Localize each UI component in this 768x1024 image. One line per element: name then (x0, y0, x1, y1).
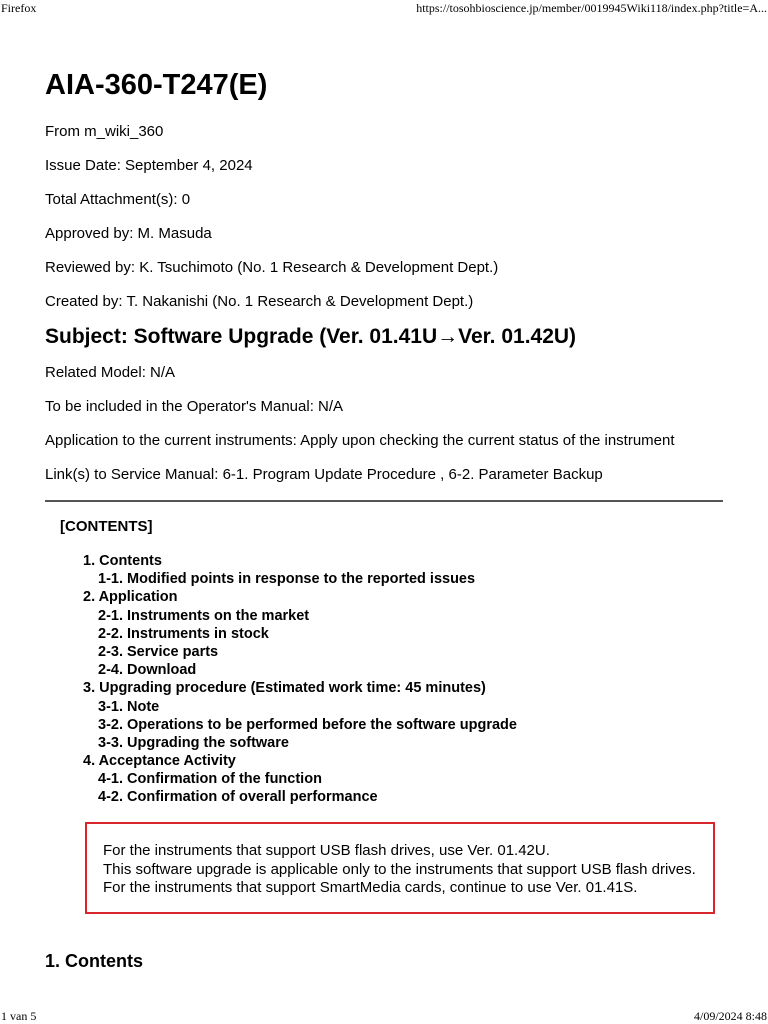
meta-issue-date: Issue Date: September 4, 2024 (45, 157, 253, 174)
toc-item[interactable]: 1-1. Modified points in response to the reported issues (98, 571, 476, 588)
section-heading-contents: 1. Contents (45, 951, 144, 971)
meta-reviewed-by: Reviewed by: K. Tsuchimoto (No. 1 Research & Development Dept.) (45, 259, 499, 276)
toc-title: [CONTENTS] (60, 518, 153, 535)
toc-item[interactable]: 3. Upgrading procedure (Estimated work time: 45 minutes) (83, 680, 486, 697)
toc-item[interactable]: 1. Contents (83, 553, 162, 569)
print-footer (0, 1008, 768, 1024)
notice-line: For the instruments that support SmartMedia cards, continue to use Ver. 01.41S. (103, 879, 638, 896)
print-timestamp: 4/09/2024 8:48 (693, 1009, 767, 1023)
toc-item[interactable]: 4. Acceptance Activity (83, 753, 236, 770)
table-of-contents (83, 552, 517, 807)
toc-item[interactable]: 2-3. Service parts (98, 643, 219, 660)
meta-approved-by: Approved by: M. Masuda (45, 225, 212, 242)
toc-item[interactable]: 2-4. Download (98, 662, 197, 679)
meta-attachments: Total Attachment(s): 0 (45, 191, 191, 208)
document-details-list (45, 363, 675, 499)
page-counter: 1 van 5 (1, 1009, 37, 1023)
toc-item[interactable]: 2. Application (83, 589, 178, 606)
toc-item[interactable]: 2-2. Instruments in stock (98, 625, 269, 642)
toc-item[interactable]: 2-1. Instruments on the market (98, 607, 310, 624)
operators-manual-note: To be included in the Operator's Manual: N/A (45, 398, 344, 415)
meta-source: From m_wiki_360 (45, 123, 164, 140)
toc-item[interactable]: 4-2. Confirmation of overall performance (98, 789, 378, 806)
subject-heading: Subject: Software Upgrade (Ver. 01.41U→Ver. 01.42U) (45, 325, 577, 348)
notice-line: For the instruments that support USB flash drives, use Ver. 01.42U. (103, 842, 550, 859)
notice-line: This software upgrade is applicable only to the instruments that support USB flash drives. (103, 860, 696, 878)
toc-item[interactable]: 4-1. Confirmation of the function (98, 771, 322, 788)
toc-item[interactable]: 3-3. Upgrading the software (98, 734, 289, 751)
print-header (0, 0, 768, 16)
service-manual-links: Link(s) to Service Manual: 6-1. Program Update Procedure , 6-2. Parameter Backup (45, 466, 603, 483)
notice-box (85, 822, 715, 914)
document-meta-list (45, 122, 498, 326)
print-header-browser: Firefox (1, 1, 37, 15)
print-header-url: https://tosohbioscience.jp/member/0019945Wiki118/index.php?title=A... (416, 1, 767, 15)
meta-created-by: Created by: T. Nakanishi (No. 1 Research & Development Dept.) (45, 293, 474, 310)
toc-item[interactable]: 3-1. Note (98, 698, 160, 715)
horizontal-divider (45, 500, 723, 502)
application-note: Application to the current instruments: Apply upon checking the current status of the instrument (45, 432, 675, 449)
page-title: AIA-360-T247(E) (45, 69, 268, 101)
related-model: Related Model: N/A (45, 364, 176, 381)
notice-lines (103, 842, 696, 898)
toc-item[interactable]: 3-2. Operations to be performed before the software upgrade (98, 716, 517, 733)
